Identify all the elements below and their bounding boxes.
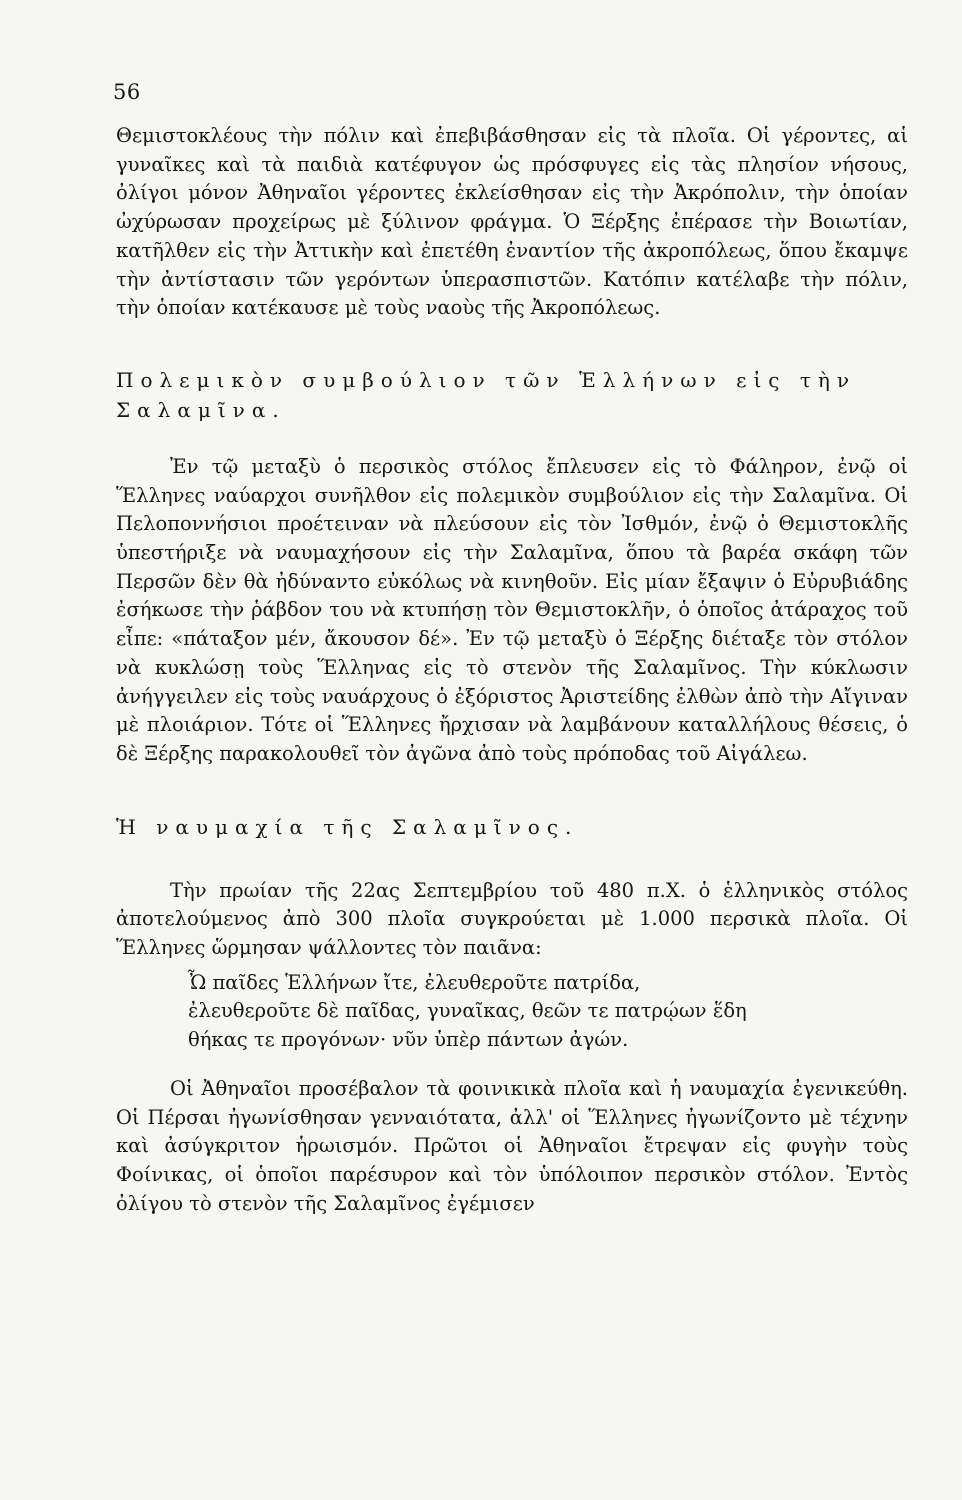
paragraph-battle-start: Τὴν πρωίαν τῆς 22ας Σεπτεμβρίου τοῦ 480 π.Χ. ὁ ἑλληνικὸς στόλος ἀποτελούμενος ἀπὸ 300 πλοῖα συγκρούεται μὲ 1.000 περσικὰ πλοῖα. Οἱ Ἕλληνες ὥρμησαν ψάλλοντες τὸν παιᾶνα: — [116, 878, 908, 960]
paragraph-evacuation: Θεμιστοκλέους τὴν πόλιν καὶ ἐπεβιβάσθησαν εἰς τὰ πλοῖα. Οἱ γέροντες, αἱ γυναῖκες καὶ τὰ παιδιὰ κατέφυγον ὡς πρόσφυγες εἰς τὰς πλησίον νήσους, ὀλίγοι μόνον Ἀθηναῖοι γέροντες ἐκλείσθησαν εἰς τὴν Ἀκρόπολιν, τὴν ὁποίαν ὠχύρωσαν προχείρως μὲ ξύλινον φράγμα. Ὁ Ξέρξης ἐπέρασε τὴν Βοιωτίαν, κατῆλθεν εἰς τὴν Ἀττικὴν καὶ ἐπετέθη ἐναντίον τῆς ἀκροπόλεως, ὅπου ἔκαμψε τὴν ἀντίστασιν τῶν γερόντων ὑπερασπιστῶν. Κατόπιν κατέλαβε τὴν πόλιν, τὴν ὁποίαν κατέκαυσε μὲ τοὺς ναοὺς τῆς Ἀκροπόλεως. — [116, 124, 908, 320]
heading-naval-battle: Ἡ ναυμαχία τῆς Σαλαμῖνος. — [116, 814, 579, 839]
paean-line: θήκας τε προγόνων· νῦν ὑπὲρ πάντων ἀγών. — [188, 1028, 629, 1052]
paragraph-war-council: Ἐν τῷ μεταξὺ ὁ περσικὸς στόλος ἔπλευσεν εἰς τὸ Φάληρον, ἐνῷ οἱ Ἕλληνες ναύαρχοι συνῆλθον εἰς πολεμικὸν συμβούλιον εἰς τὴν Σαλαμῖνα. Οἱ Πελοποννήσιοι προέτειναν νὰ πλεύσουν εἰς τὸν Ἰσθμόν, ἐνῷ ὁ Θεμιστοκλῆς ὑπεστήριξε νὰ ναυμαχήσουν εἰς τὴν Σαλαμῖνα, ὅπου τὰ βαρέα σκάφη τῶν Περσῶν δὲν θὰ ἠδύναντο εὐκόλως νὰ κινηθοῦν. Εἰς μίαν ἔξαψιν ὁ Εὐρυβιάδης ἐσήκωσε τὴν ῥάβδον του νὰ κτυπήσῃ τὸν Θεμιστοκλῆν, ὁ ὁποῖος ἀτάραχος τοῦ εἶπε: «πάταξον μέν, ἄκουσον δέ». Ἐν τῷ μεταξὺ ὁ Ξέρξης διέταξε τὸν στόλον νὰ κυκλώσῃ τοὺς Ἕλληνας εἰς τὸ στενὸν τῆς Σαλαμῖνος. Τὴν κύκλωσιν ἀνήγγειλεν εἰς τοὺς ναυάρχους ὁ ἐξόριστος Ἀριστείδης ἐλθὼν ἀπὸ τὴν Αἴγιναν μὲ πλοιάριον. Τότε οἱ Ἕλληνες ἤρχισαν νὰ λαμβάνουν καταλλήλους θέσεις, ὁ δὲ Ξέρξης παρακολουθεῖ τὸν ἀγῶνα ἀπὸ τοὺς πρόποδας τοῦ Αἰγάλεω. — [116, 454, 908, 765]
heading-war-council: Πολεμικὸν συμβούλιον τῶν Ἑλλήνων εἰς τὴν Σαλαμῖνα. — [116, 367, 857, 422]
paean-line: ἐλευθεροῦτε δὲ παῖδας, γυναῖκας, θεῶν τε πατρῴων ἕδη — [188, 999, 747, 1023]
paean-line: Ὦ παῖδες Ἑλλήνων ἴτε, ἐλευθεροῦτε πατρίδα, — [188, 970, 641, 994]
paragraph-battle-course: Οἱ Ἀθηναῖοι προσέβαλον τὰ φοινικικὰ πλοῖα καὶ ἡ ναυμαχία ἐγενικεύθη. Οἱ Πέρσαι ἠγωνίσθησαν γενναιότατα, ἀλλ' οἱ Ἕλληνες ἠγωνίζοντο μὲ τέχνην καὶ ἀσύγκριτον ἡρωισμόν. Πρῶτοι οἱ Ἀθηναῖοι ἔτρεψαν εἰς φυγὴν τοὺς Φοίνικας, οἱ ὁποῖοι παρέσυρον καὶ τὸν ὑπόλοιπον περσικὸν στόλον. Ἐντὸς ὀλίγου τὸ στενὸν τῆς Σαλαμῖνος ἐγέμισεν — [116, 1076, 908, 1215]
paean-verse — [188, 969, 908, 1055]
page-number: 56 — [113, 80, 141, 104]
page-content — [116, 122, 908, 1218]
